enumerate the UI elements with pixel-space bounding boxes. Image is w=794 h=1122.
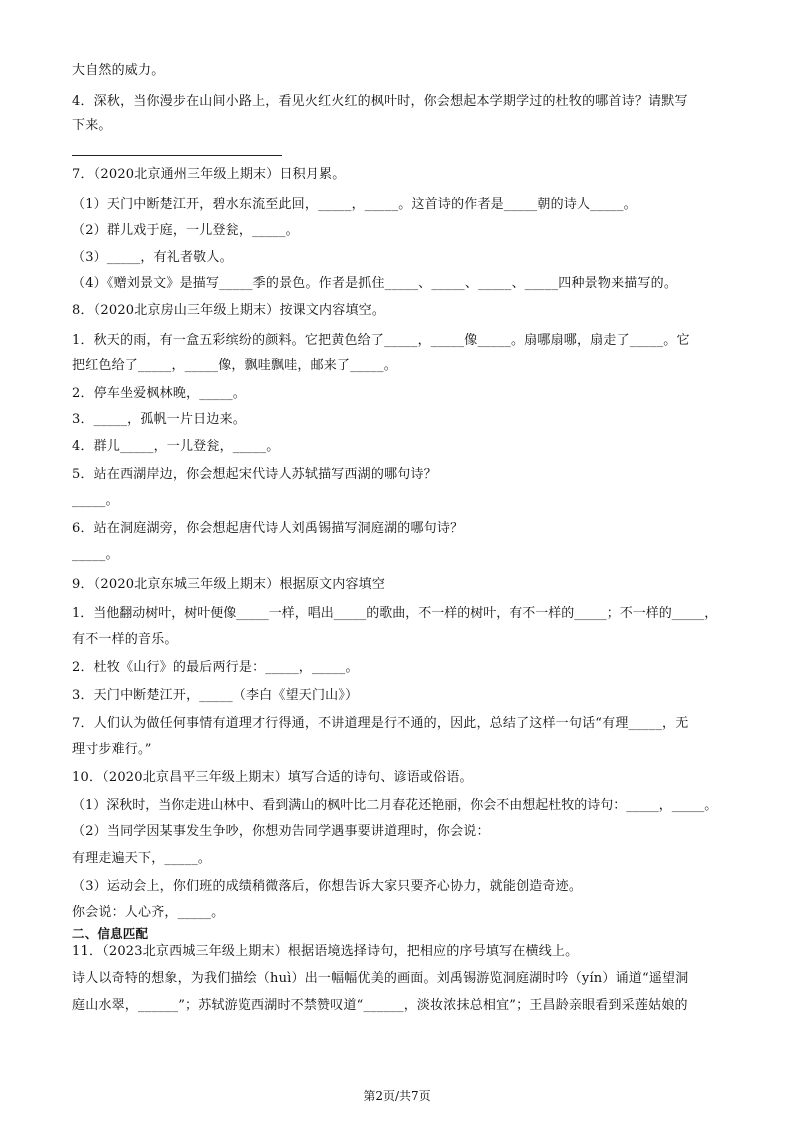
question-heading: 9．（2020北京东城三年级上期末）根据原文内容填空 xyxy=(72,577,386,592)
text-line: 4．深秋，当你漫步在山间小路上，看见火红火红的枫叶时，你会想起本学期学过的杜牧的哪首诗？请默写 xyxy=(72,94,688,109)
text-line: 诗人以奇特的想象，为我们描绘（huì）出一幅幅优美的画面。刘禹锡游览洞庭湖时吟（yín）诵道“遥望洞 xyxy=(72,971,689,986)
text-line: 下来。 xyxy=(72,118,112,133)
text-line: （1）深秋时，当你走进山林中、看到满山的枫叶比二月春花还艳丽，你会不由想起杜牧的诗句：_____，_____。 xyxy=(72,798,718,813)
text-line: 7．人们认为做任何事情有道理才行得通，不讲道理是行不通的，因此，总结了这样一句话“有理_____，无 xyxy=(72,716,689,731)
page-number: 第2页/共7页 xyxy=(363,1089,431,1103)
text-line: （3）_____，有礼者敬人。 xyxy=(72,250,233,265)
text-line: （4）《赠刘景文》是描写_____季的景色。作者是抓住_____、_____、_____、_____四种景物来描写的。 xyxy=(72,276,678,291)
text-line: 1．秋天的雨，有一盒五彩缤纷的颜料。它把黄色给了_____，_____像_____。扇哪扇哪，扇走了_____。它 xyxy=(72,333,690,348)
answer-rule xyxy=(72,155,282,156)
text-line: 2．停车坐爱枫林晚，_____。 xyxy=(72,386,246,401)
question-heading: 8．（2020北京房山三年级上期末）按课文内容填空。 xyxy=(72,303,386,318)
text-line: 2．杜牧《山行》的最后两行是：_____，_____。 xyxy=(72,660,359,675)
text-line: 6．站在洞庭湖旁，你会想起唐代诗人刘禹锡描写洞庭湖的哪句诗？ xyxy=(72,521,464,536)
text-line: 3．_____，孤帆一片日边来。 xyxy=(72,412,246,427)
text-line: 庭山水翠，______”；苏轼游览西湖时不禁赞叹道“______，淡妆浓抹总相宜”；王昌龄亲眼看到采莲姑娘的 xyxy=(72,998,688,1013)
question-heading: 11．（2023北京西城三年级上期末）根据语境选择诗句，把相应的序号填写在横线上。 xyxy=(72,944,579,959)
text-line: _____。 xyxy=(72,547,119,562)
text-line: （2）当同学因某事发生争吵，你想劝告同学遇事要讲道理时，你会说： xyxy=(72,824,490,839)
text-line: 大自然的威力。 xyxy=(72,63,165,78)
text-line: 5．站在西湖岸边，你会想起宋代诗人苏轼描写西湖的哪句诗？ xyxy=(72,467,437,482)
section-heading: 二、信息匹配 xyxy=(72,926,149,941)
text-line: 把红色给了_____，_____像，飘哇飘哇，邮来了_____。 xyxy=(72,358,397,373)
question-heading: 10．（2020北京昌平三年级上期末）填写合适的诗句、谚语或俗语。 xyxy=(72,770,473,785)
text-line: （3）运动会上，你们班的成绩稍微落后，你想告诉大家只要齐心协力，就能创造奇迹。 xyxy=(72,879,583,894)
text-line: 有理走遍天下，_____。 xyxy=(72,851,212,866)
text-line: （2）群儿戏于庭，一儿登瓮，_____。 xyxy=(72,223,299,238)
text-line: 4．群儿_____，一儿登瓮，_____。 xyxy=(72,439,280,454)
text-line: 1．当他翻动树叶，树叶便像_____一样，唱出_____的歌曲，不一样的树叶，有不一样的_____；不一样的_____， xyxy=(72,606,718,621)
text-line: _____。 xyxy=(72,493,119,508)
text-line: 有不一样的音乐。 xyxy=(72,632,178,647)
text-line: （1）天门中断楚江开，碧水东流至此回，_____，_____。这首诗的作者是_____朝的诗人_____。 xyxy=(72,197,637,212)
text-line: 3．天门中断楚江开，_____（李白《望天门山》） xyxy=(72,688,359,703)
text-line: 你会说：人心齐，_____。 xyxy=(72,905,225,920)
question-heading: 7．（2020北京通州三年级上期末）日积月累。 xyxy=(72,167,346,182)
text-line: 理寸步难行。” xyxy=(72,742,152,757)
